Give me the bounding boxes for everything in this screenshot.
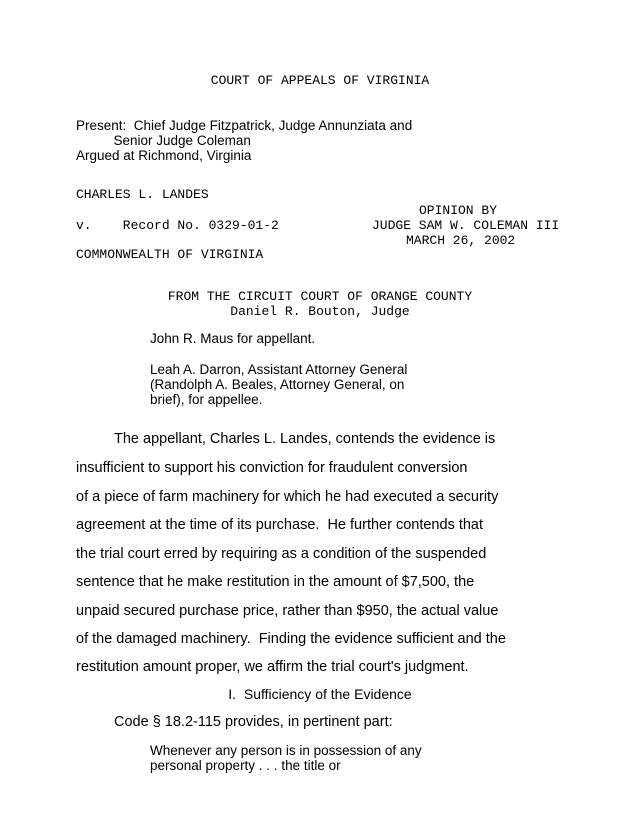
lower-court-line-1: FROM THE CIRCUIT COURT OF ORANGE COUNTY (167, 289, 473, 304)
appellee-name: COMMONWEALTH OF VIRGINIA (76, 247, 264, 262)
versus-record: v. Record No. 0329-01-2 (76, 218, 279, 233)
quote-line: personal property . . . the title or (150, 758, 341, 773)
paragraph-line: restitution amount proper, we affirm the trial court's judgment. (76, 659, 469, 675)
quote-line: Whenever any person is in possession of any (150, 743, 422, 758)
lower-court-line-2: Daniel R. Bouton, Judge (230, 304, 410, 319)
opinion-by: OPINION BY (419, 203, 498, 218)
opinion-date: MARCH 26, 2002 (406, 233, 516, 248)
section-heading: I. Sufficiency of the Evidence (228, 686, 412, 702)
present-line-2: Senior Judge Coleman (76, 133, 251, 148)
appellant-name: CHARLES L. LANDES (76, 187, 209, 202)
paragraph-line: unpaid secured purchase price, rather than $950, the actual value (76, 603, 499, 619)
code-intro: Code § 18.2-115 provides, in pertinent part: (114, 714, 393, 730)
counsel-appellee-line: (Randolph A. Beales, Attorney General, on (150, 377, 405, 392)
paragraph-line: agreement at the time of its purchase. He further contends that (76, 517, 484, 533)
paragraph-line: of a piece of farm machinery for which he had executed a security (76, 489, 499, 505)
paragraph-line: The appellant, Charles L. Landes, contends the evidence is (114, 431, 496, 447)
counsel-appellee-line: Leah A. Darron, Assistant Attorney General (150, 362, 408, 377)
paragraph-line: the trial court erred by requiring as a condition of the suspended (76, 546, 487, 562)
court-title: COURT OF APPEALS OF VIRGINIA (210, 73, 430, 88)
counsel-appellant: John R. Maus for appellant. (150, 331, 316, 346)
paragraph-line: of the damaged machinery. Finding the evidence sufficient and the (76, 631, 506, 647)
present-line-1: Present: Chief Judge Fitzpatrick, Judge Annunziata and (76, 118, 413, 133)
paragraph-line: insufficient to support his conviction for fraudulent conversion (76, 460, 468, 476)
argued-at: Argued at Richmond, Virginia (76, 148, 252, 163)
counsel-appellee-line: brief), for appellee. (150, 392, 263, 407)
opinion-judge: JUDGE SAM W. COLEMAN III (372, 218, 560, 233)
paragraph-line: sentence that he make restitution in the amount of $7,500, the (76, 574, 475, 590)
